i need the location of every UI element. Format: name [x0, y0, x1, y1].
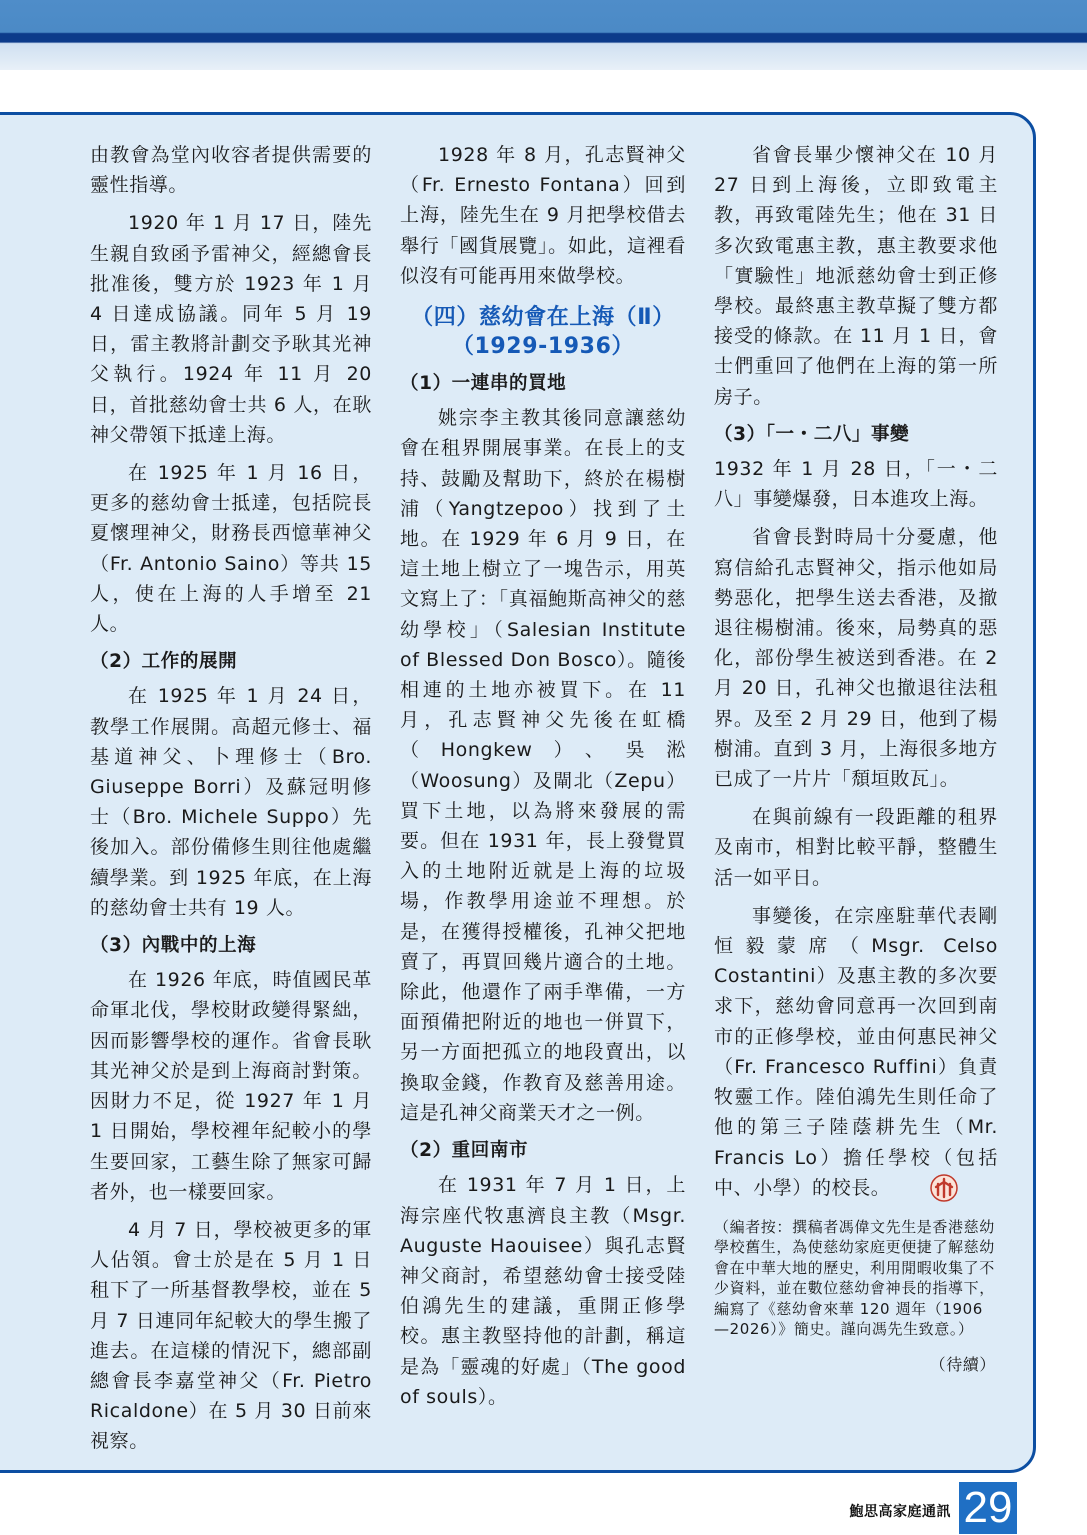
paragraph: 1920 年 1 月 17 日，陸先生親自致函予雷神父，經總會長批准後，雙方於 1923 年 1 月 4 日達成協議。同年 5 月 19 日，雷主教將計劃交予耿其光神父執行。1924 年 11 月 20 日，首批慈幼會士共 6 人，在耿神父帶領下抵達上海。: [90, 212, 372, 446]
paragraph: 省會長對時局十分憂慮，他寫信給孔志賢神父，指示他如局勢惡化，把學生送去香港，及撤退往楊樹浦。後來，局勢真的惡化，部份學生被送到香港。在 2 月 20 日，孔神父也撤退往法租界。及至 2 月 29 日，他到了楊樹浦。直到 3 月，上海很多地方已成了一片片「頹垣敗瓦」。: [714, 526, 998, 791]
paragraph: [714, 901, 998, 1203]
subheading: （3）內戰中的上海: [90, 935, 257, 957]
subheading: （2）工作的展開: [90, 651, 238, 673]
subheading: （1）一連串的買地: [400, 373, 567, 395]
column-2: [400, 140, 686, 1412]
salesian-logo-icon: [892, 1174, 920, 1202]
paragraph: 在 1931 年 7 月 1 日，上海宗座代牧惠濟良主教（Msgr. Auguste Haouisee）與孔志賢神父商討，希望慈幼會士接受陸伯鴻先生的建議，重開正修學校。惠主教堅持他的計劃，稱這是為「靈魂的好處」（The good of souls）。: [400, 1174, 686, 1408]
paragraph: 1932 年 1 月 28 日，「一・二八」事變爆發，日本進攻上海。: [714, 458, 998, 511]
paragraph-text: 事變後，在宗座駐華代表剛恒毅蒙席（Msgr. Celso Costantini）及惠主教的多次要求下，慈幼會同意再一次回到南市的正修學校，並由何惠民神父（Fr. Francesco Ruffini）負責牧靈工作。陸伯鴻先生則任命了他的第三子陸蔭耕先生（Mr. Francis Lo）擔任學校（包括中、小學）的校長。: [714, 904, 998, 1199]
editor-note: （編者按：撰稿者馮偉文先生是香港慈幼學校舊生，為使慈幼家庭更便捷了解慈幼會在中華大地的歷史，利用閒暇收集了不少資料，並在數位慈幼會神長的指導下，編寫了《慈幼會來華 120 週年（1906—2026）》簡史。謹向馮先生致意。）: [714, 1217, 995, 1339]
publication-name: 鮑思高家庭通訊: [849, 1504, 951, 1520]
paragraph: 省會長畢少懷神父在 10 月 27 日到上海後，立即致電主教，再致電陸先生；他在 31 日多次致電惠主教，惠主教要求他「實驗性」地派慈幼會士到正修學校。最終惠主教草擬了雙方都接受的條款。在 11 月 1 日，會士們重回了他們在上海的第一所房子。: [714, 144, 998, 408]
paragraph: 在與前線有一段距離的租界及南市，相對比較平靜，整體生活一如平日。: [714, 806, 998, 889]
paragraph: 1928 年 8 月，孔志賢神父（Fr. Ernesto Fontana）回到上海，陸先生在 9 月把學校借去舉行「國貨展覽」。如此，這裡看似沒有可能再用來做學校。: [400, 144, 686, 287]
section-title-line-1: （四）慈幼會在上海（Ⅱ）: [411, 305, 675, 331]
section-title-line-2: （1929-1936）: [451, 334, 635, 360]
page-footer: [787, 1478, 1087, 1535]
to-be-continued: （待續）: [929, 1354, 996, 1374]
paragraph: 姚宗李主教其後同意讓慈幼會在租界開展事業。在長上的支持、鼓勵及幫助下，終於在楊樹浦（Yangtzepoo）找到了土地。在 1929 年 6 月 9 日，在這土地上樹立了一塊告示，用英文寫上了：「真福鮑斯高神父的慈幼學校」（Salesian Institute of Blessed Don Bosco）。隨後相連的土地亦被買下。在 11 月，孔志賢神父先後在虹橋（Hongkew）、吳淞（Woosung）及閘北（Zepu）買下土地，以為將來發展的需要。但在 1931 年，長上發覺買入的土地附近就是上海的垃圾場，作教學用途並不理想。於是，在獲得授權後，孔神父把地賣了，再買回幾片適合的土地。除此，他還作了兩手準備，一方面預備把附近的地也一併買下，另一方面把孤立的地段賣出，以換取金錢，作教育及慈善用途。這是孔神父商業天才之一例。: [400, 407, 686, 1124]
column-3: [714, 140, 998, 1380]
paragraph: 4 月 7 日，學校被更多的軍人佔領。會士於是在 5 月 1 日租下了一所基督教學校，並在 5 月 7 日連同年紀較大的學生搬了進去。在這樣的情況下，總部副總會長李嘉堂神父（Fr. Pietro Ricaldone）在 5 月 30 日前來視察。: [90, 1218, 372, 1453]
paragraph: 在 1926 年底，時值國民革命軍北伐，學校財政變得緊絀，因而影響學校的運作。省會長耿其光神父於是到上海商討對策。因財力不足，從 1927 年 1 月 1 日開始，學校裡年紀較小的學生要回家，工藝生除了無家可歸者外，也一樣要回家。: [90, 969, 372, 1203]
paragraph: 在 1925 年 1 月 24 日，教學工作展開。高超元修士、福基道神父、卜理修士（Bro. Giuseppe Borri）及蘇冠明修士（Bro. Michele Suppo）先後加入。部份備修生則往他處繼續學業。到 1925 年底，在上海的慈幼會士共有 19 人。: [90, 685, 372, 919]
section-title: [400, 303, 686, 361]
page-number: 29: [959, 1482, 1017, 1534]
header-band: [0, 0, 1087, 70]
paragraph: 在 1925 年 1 月 16 日，更多的慈幼會士抵達，包括院長夏懷理神父，財務長西憶華神父（Fr. Antonio Saino）等共 15 人，使在上海的人手增至 21 人。: [90, 462, 372, 636]
subheading: （3）「一・二八」事變: [714, 423, 910, 445]
column-1: [90, 140, 372, 1457]
paragraph: 由教會為堂內收容者提供需要的靈性指導。: [90, 144, 372, 197]
subheading: （2）重回南市: [400, 1140, 529, 1162]
